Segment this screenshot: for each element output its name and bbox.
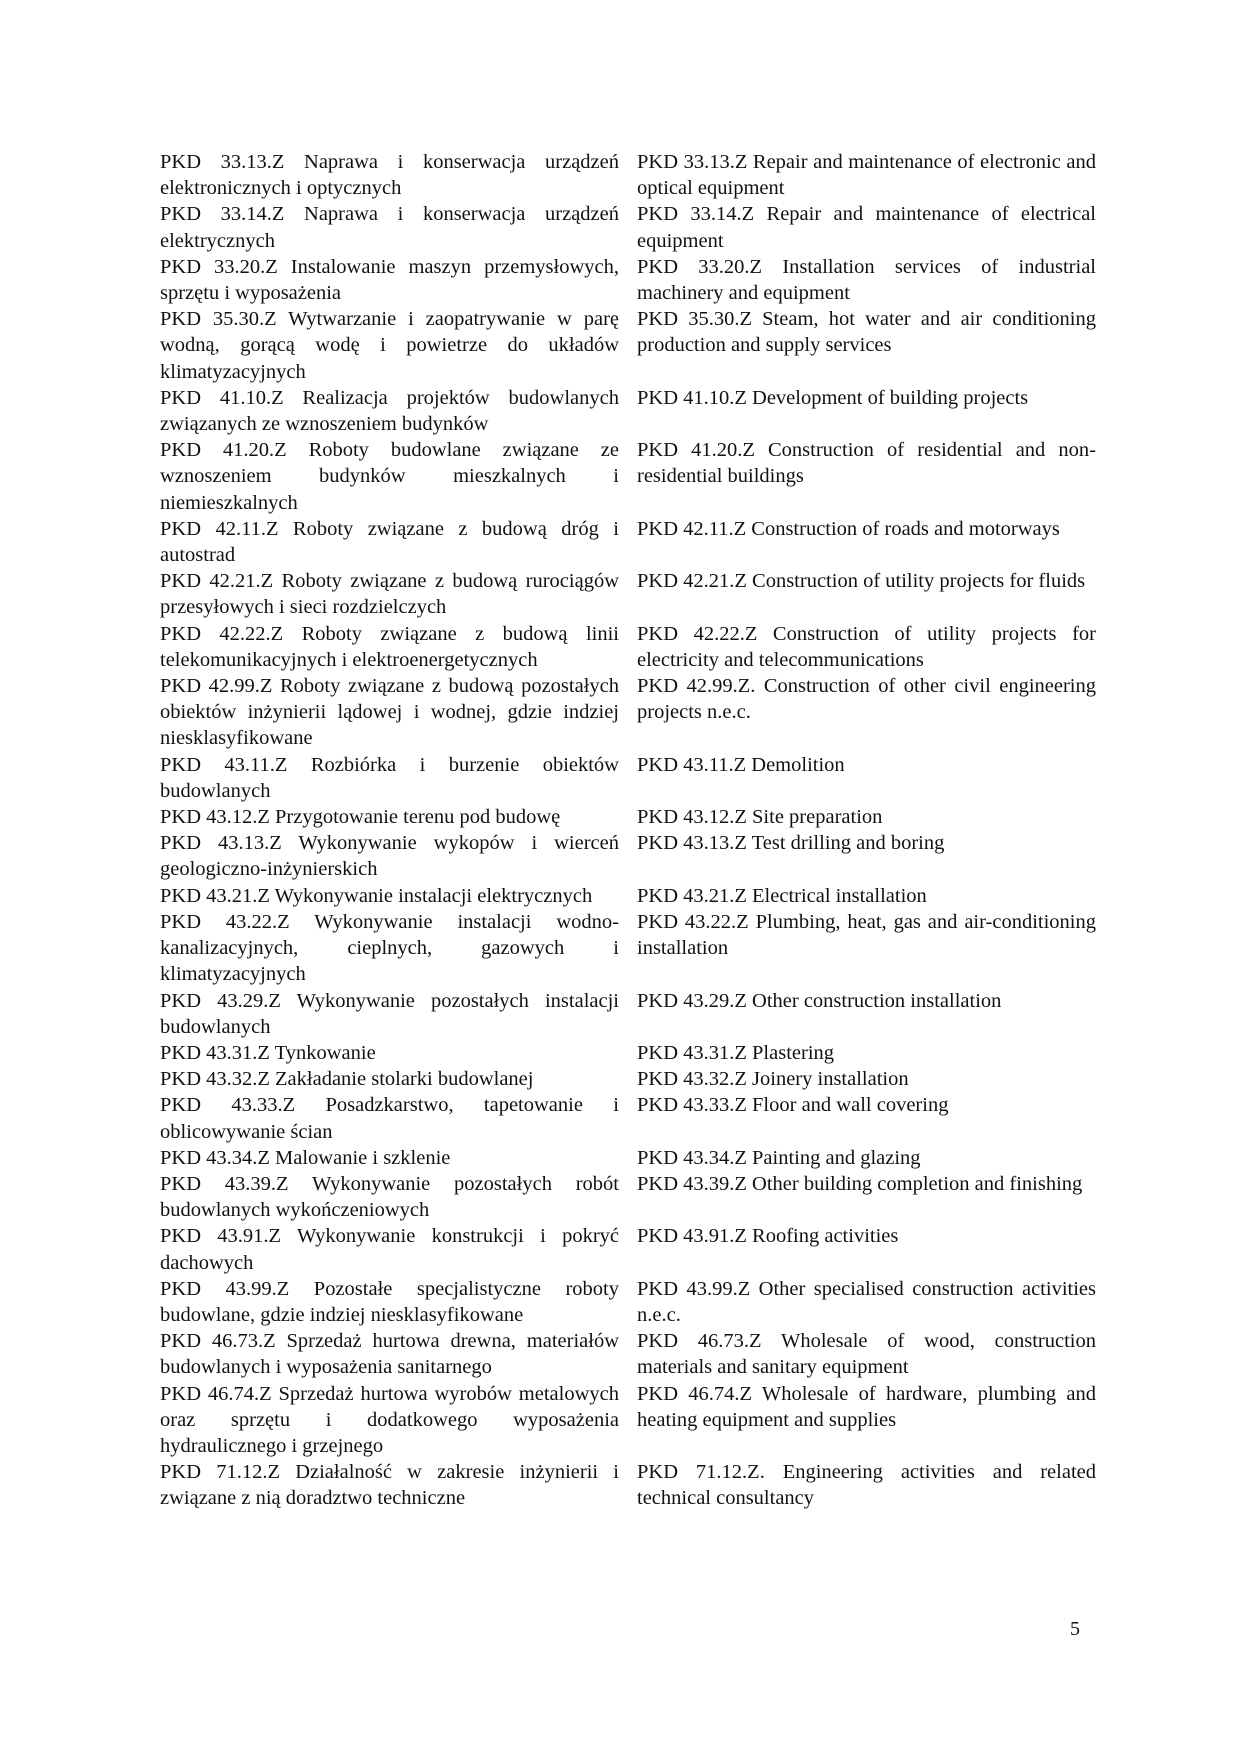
pkd-entry-english: PKD 43.22.Z Plumbing, heat, gas and air-conditioning installation (637, 910, 1096, 960)
pkd-entry-english: PKD 43.12.Z Site preparation (637, 806, 883, 829)
pkd-entry-english: PKD 46.73.Z Wholesale of wood, construction materials and sanitary equipment (637, 1330, 1096, 1379)
pkd-entry-polish: PKD 43.29.Z Wykonywanie pozostałych instalacji budowlanych (160, 989, 619, 1038)
pkd-entry-polish: PKD 33.14.Z Naprawa i konserwacja urządzeń elektrycznych (160, 203, 619, 252)
pkd-entry-polish: PKD 46.74.Z Sprzedaż hurtowa wyrobów metalowych oraz sprzętu i dodatkowego wyposażenia hydraulicznego i grzejnego (160, 1382, 619, 1457)
pkd-entry-english: PKD 43.31.Z Plastering (637, 1041, 835, 1064)
pkd-entry-english: PKD 43.33.Z Floor and wall covering (637, 1094, 949, 1117)
pkd-entry-english: PKD 43.32.Z Joinery installation (637, 1068, 909, 1091)
pkd-entry-polish: PKD 33.13.Z Naprawa i konserwacja urządzeń elektronicznych i optycznych (160, 151, 619, 200)
pkd-entry-english: PKD 42.22.Z Construction of utility projects for electricity and telecommunications (637, 622, 1096, 671)
pkd-entry-english: PKD 43.39.Z Other building completion and finishing (637, 1172, 1083, 1195)
pkd-entry-polish: PKD 43.12.Z Przygotowanie terenu pod budowę (160, 806, 561, 829)
pkd-entry-english: PKD 35.30.Z Steam, hot water and air conditioning production and supply services (637, 308, 1096, 357)
pkd-entry-polish: PKD 46.73.Z Sprzedaż hurtowa drewna, materiałów budowlanych i wyposażenia sanitarnego (160, 1330, 619, 1379)
pkd-entry-polish: PKD 35.30.Z Wytwarzanie i zaopatrywanie w parę wodną, gorącą wodę i powietrze do układów klimatyzacyjnych (160, 308, 619, 383)
pkd-entry-polish: PKD 41.20.Z Roboty budowlane związane ze wznoszeniem budynków mieszkalnych i niemieszkalnych (160, 439, 619, 514)
pkd-code-table (160, 149, 1096, 1512)
pkd-entry-english: PKD 41.10.Z Development of building projects (637, 386, 1029, 409)
pkd-entry-english: PKD 46.74.Z Wholesale of hardware, plumbing and heating equipment and supplies (637, 1382, 1096, 1431)
pkd-entry-english: PKD 43.21.Z Electrical installation (637, 884, 927, 907)
pkd-entry-english: PKD 41.20.Z Construction of residential and non-residential buildings (637, 439, 1096, 488)
pkd-entry-english: PKD 33.14.Z Repair and maintenance of electrical equipment (637, 203, 1096, 252)
pkd-entry-english: PKD 71.12.Z. Engineering activities and related technical consultancy (637, 1461, 1096, 1510)
pkd-entry-polish: PKD 42.11.Z Roboty związane z budową dróg i autostrad (160, 517, 619, 567)
pkd-entry-polish: PKD 42.22.Z Roboty związane z budową linii telekomunikacyjnych i elektroenergetycznych (160, 622, 619, 671)
pkd-entry-polish: PKD 43.32.Z Zakładanie stolarki budowlanej (160, 1068, 534, 1091)
pkd-entry-english: PKD 42.21.Z Construction of utility projects for fluids (637, 570, 1086, 593)
pkd-entry-polish: PKD 43.21.Z Wykonywanie instalacji elektrycznych (160, 884, 593, 907)
pkd-entry-polish: PKD 71.12.Z Działalność w zakresie inżynierii i związane z nią doradztwo techniczne (160, 1461, 619, 1510)
pkd-entry-polish: PKD 43.11.Z Rozbiórka i burzenie obiektów budowlanych (160, 753, 619, 802)
pkd-entry-polish: PKD 43.33.Z Posadzkarstwo, tapetowanie i oblicowywanie ścian (160, 1094, 619, 1143)
pkd-entry-english: PKD 43.29.Z Other construction installation (637, 989, 1002, 1012)
pkd-entry-english: PKD 43.11.Z Demolition (637, 753, 845, 776)
pkd-entry-polish: PKD 43.31.Z Tynkowanie (160, 1041, 376, 1064)
pkd-entry-polish: PKD 42.99.Z Roboty związane z budową pozostałych obiektów inżynierii lądowej i wodnej, gdzie indziej niesklasyfikowane (160, 675, 619, 750)
pkd-entry-english: PKD 42.99.Z. Construction of other civil engineering projects n.e.c. (637, 675, 1096, 724)
pkd-entry-polish: PKD 43.91.Z Wykonywanie konstrukcji i pokryć dachowych (160, 1225, 619, 1274)
pkd-entry-polish: PKD 43.13.Z Wykonywanie wykopów i wierceń geologiczno-inżynierskich (160, 832, 619, 881)
pkd-entry-english: PKD 43.13.Z Test drilling and boring (637, 832, 945, 855)
pkd-entry-polish: PKD 41.10.Z Realizacja projektów budowlanych związanych ze wznoszeniem budynków (160, 386, 619, 436)
pkd-entry-polish: PKD 43.22.Z Wykonywanie instalacji wodno-kanalizacyjnych, cieplnych, gazowych i klimatyzacyjnych (160, 910, 619, 986)
pkd-entry-polish: PKD 43.99.Z Pozostałe specjalistyczne roboty budowlane, gdzie indziej niesklasyfikowane (160, 1277, 619, 1326)
pkd-entry-polish: PKD 42.21.Z Roboty związane z budową rurociągów przesyłowych i sieci rozdzielczych (160, 570, 619, 619)
pkd-entry-english: PKD 43.91.Z Roofing activities (637, 1225, 899, 1248)
page-number: 5 (1070, 1618, 1080, 1640)
pkd-entry-english: PKD 33.20.Z Installation services of industrial machinery and equipment (637, 255, 1096, 305)
pkd-entry-english: PKD 33.13.Z Repair and maintenance of electronic and optical equipment (637, 151, 1096, 200)
pkd-entry-english: PKD 43.99.Z Other specialised construction activities n.e.c. (637, 1277, 1096, 1326)
pkd-entry-english: PKD 43.34.Z Painting and glazing (637, 1146, 921, 1169)
pkd-entry-polish: PKD 43.39.Z Wykonywanie pozostałych robót budowlanych wykończeniowych (160, 1172, 619, 1222)
pkd-entry-english: PKD 42.11.Z Construction of roads and motorways (637, 517, 1060, 540)
pkd-entry-polish: PKD 33.20.Z Instalowanie maszyn przemysłowych, sprzętu i wyposażenia (160, 255, 619, 305)
pkd-entry-polish: PKD 43.34.Z Malowanie i szklenie (160, 1146, 451, 1169)
